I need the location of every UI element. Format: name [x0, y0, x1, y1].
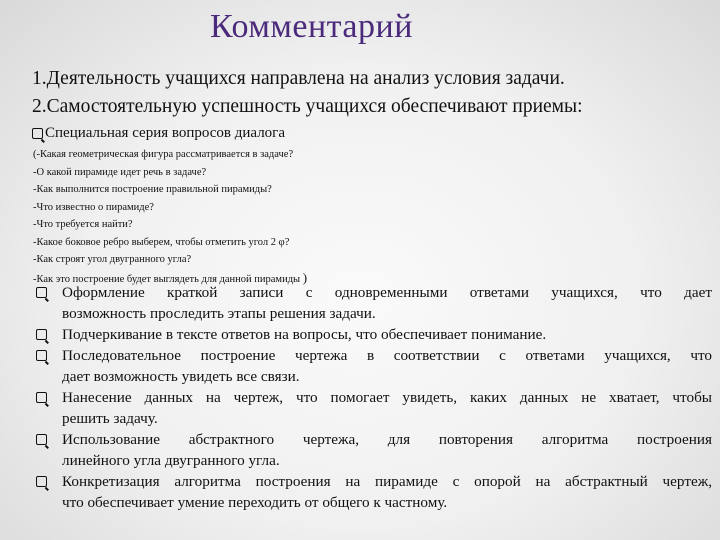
question-item: -Какое боковое ребро выберем, чтобы отметить угол 2 φ? [33, 236, 290, 248]
point-1: 1.Деятельность учащихся направлена на анализ условия задачи. [32, 68, 565, 89]
technique-line: Конкретизация алгоритма построения на пирамиде с опорой на абстрактный чертеж, [62, 473, 712, 490]
question-item: -Как выполнится построение правильной пирамиды? [33, 184, 272, 195]
technique-line: что обеспечивает умение переходить от общего к частному. [62, 494, 448, 511]
technique-line: дает возможность увидеть все связи. [62, 368, 300, 385]
technique-line: Нанесение данных на чертеж, что помогает увидеть, каких данных не хватает, чтобы [62, 389, 712, 406]
technique-line: Последовательное построение чертежа в соответствии с ответами учащихся, что [62, 347, 712, 364]
technique-item [36, 345, 712, 387]
checkbox-bullet-icon [36, 392, 47, 403]
checkbox-bullet-icon [32, 128, 43, 139]
question-item: (-Какая геометрическая фигура рассматривается в задаче? [33, 149, 294, 160]
technique-line: решить задачу. [62, 410, 158, 427]
sub-heading-text: Специальная серия вопросов диалога [45, 125, 285, 141]
technique-line: Использование абстрактного чертежа, для повторения алгоритма построения [62, 431, 712, 448]
question-list [33, 146, 453, 288]
point-2: 2.Самостоятельную успешность учащихся обеспечивают приемы: [32, 96, 583, 117]
technique-item [36, 471, 712, 513]
question-item: -Как это построение будет выглядеть для данной пирамиды [33, 273, 301, 285]
technique-item [36, 429, 712, 471]
sub-heading [32, 125, 285, 142]
checkbox-bullet-icon [36, 350, 47, 361]
checkbox-bullet-icon [36, 329, 47, 340]
technique-line: возможность проследить этапы решения задачи. [62, 305, 376, 322]
technique-line: Подчеркивание в тексте ответов на вопросы, что обеспечивает понимание. [62, 326, 547, 343]
closing-paren: ) [302, 269, 308, 285]
checkbox-bullet-icon [36, 287, 47, 298]
question-item: -Как строят угол двугранного угла? [33, 254, 192, 265]
technique-line: линейного угла двугранного угла. [62, 452, 280, 469]
checkbox-bullet-icon [36, 476, 47, 487]
technique-item [36, 324, 712, 345]
question-item: -О какой пирамиде идет речь в задаче? [33, 166, 207, 178]
question-item: -Что известно о пирамиде? [33, 201, 154, 213]
technique-line: Оформление краткой записи с одновременными ответами учащихся, что дает [62, 284, 712, 301]
technique-item [36, 282, 712, 324]
checkbox-bullet-icon [36, 434, 47, 445]
technique-item [36, 387, 712, 429]
slide-title: Комментарий [210, 8, 413, 45]
technique-list [36, 282, 712, 513]
question-item: -Что требуется найти? [33, 219, 133, 230]
